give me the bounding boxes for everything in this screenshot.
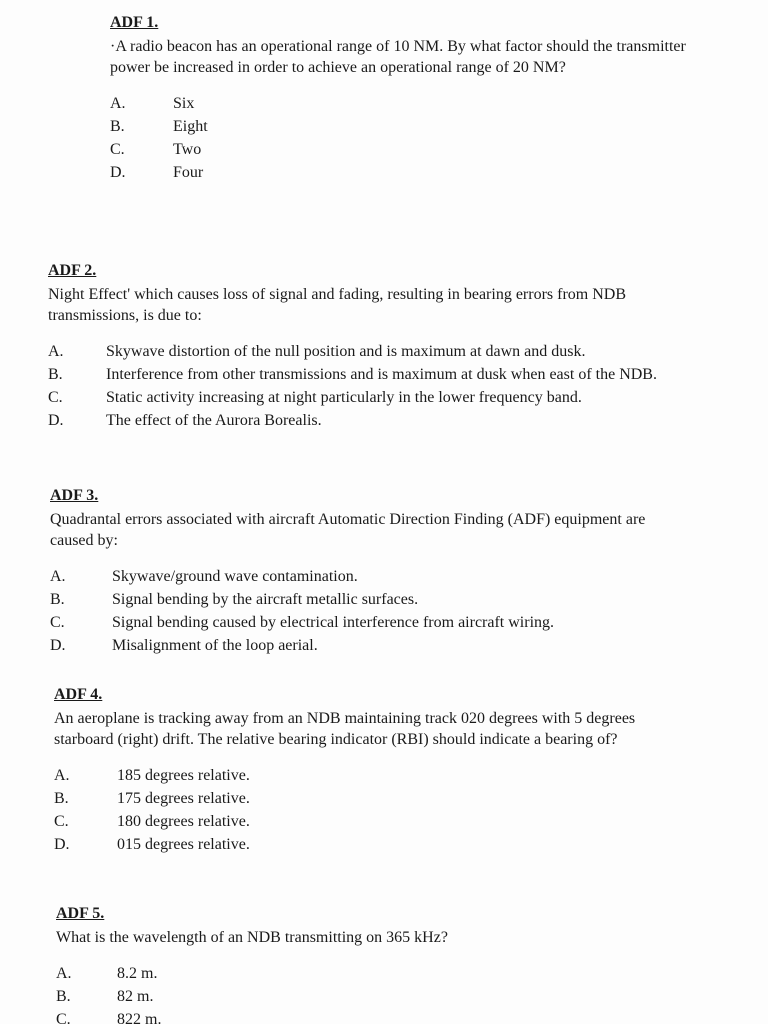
answer-option-a (110, 92, 710, 115)
answer-option-a (48, 340, 688, 363)
question-title: ADF 3. (50, 487, 99, 504)
option-text: Six (173, 95, 195, 112)
answer-option-c (110, 138, 710, 161)
answer-option-d (54, 833, 674, 856)
option-text: 175 degrees relative. (117, 790, 250, 807)
option-letter: C. (54, 813, 69, 830)
option-letter: A. (54, 767, 70, 784)
question-title: ADF 4. (54, 686, 103, 703)
option-letter: D. (110, 164, 126, 181)
question-adf-2 (48, 262, 688, 432)
option-letter: A. (48, 343, 64, 360)
answer-option-c (54, 810, 674, 833)
option-text: 180 degrees relative. (117, 813, 250, 830)
option-text: The effect of the Aurora Borealis. (106, 412, 322, 429)
question-adf-3 (50, 487, 690, 657)
option-letter: D. (54, 836, 70, 853)
option-text: 82 m. (117, 988, 154, 1005)
option-text: Skywave/ground wave contamination. (112, 568, 358, 585)
question-title: ADF 5. (56, 905, 105, 922)
option-text: 185 degrees relative. (117, 767, 250, 784)
option-letter: C. (50, 614, 65, 631)
answer-option-d (50, 634, 690, 657)
option-text: Static activity increasing at night particularly in the lower frequency band. (106, 389, 582, 406)
answer-option-b (110, 115, 710, 138)
question-title: ADF 1. (110, 14, 159, 31)
question-text: An aeroplane is tracking away from an NDB maintaining track 020 degrees with 5 degrees starboard (right) drift. The relative bearing indicator (RBI) should indicate a bearing of? (54, 710, 636, 748)
question-title: ADF 2. (48, 262, 97, 279)
answer-option-c (50, 611, 690, 634)
question-text: Quadrantal errors associated with aircraft Automatic Direction Finding (ADF) equipment are caused by: (50, 511, 646, 549)
answer-option-b (56, 985, 656, 1008)
question-text: What is the wavelength of an NDB transmitting on 365 kHz? (56, 929, 448, 946)
option-letter: B. (110, 118, 125, 135)
answer-options (54, 764, 674, 856)
answer-options (48, 340, 688, 432)
option-letter: A. (110, 95, 126, 112)
answer-option-b (50, 588, 690, 611)
option-letter: B. (48, 366, 63, 383)
option-letter: C. (110, 141, 125, 158)
option-text: Eight (173, 118, 208, 135)
answer-option-c (48, 386, 688, 409)
option-text: 015 degrees relative. (117, 836, 250, 853)
answer-option-a (56, 962, 656, 985)
question-adf-4 (54, 686, 674, 856)
answer-option-c (56, 1008, 656, 1031)
question-adf-1 (110, 14, 710, 184)
option-text: Two (173, 141, 202, 158)
question-text: ·A radio beacon has an operational range of 10 NM. By what factor should the transmitter power be increased in order to achieve an operational range of 20 NM? (110, 38, 686, 76)
answer-option-d (110, 161, 710, 184)
answer-options (56, 962, 656, 1031)
option-text: 822 m. (117, 1011, 162, 1028)
answer-option-b (48, 363, 688, 386)
option-letter: B. (54, 790, 69, 807)
option-letter: C. (56, 1011, 71, 1028)
answer-option-a (54, 764, 674, 787)
option-text: Interference from other transmissions and is maximum at dusk when east of the NDB. (106, 366, 657, 383)
answer-option-d (48, 409, 688, 432)
answer-options (110, 92, 710, 184)
option-text: Four (173, 164, 204, 181)
answer-option-b (54, 787, 674, 810)
option-letter: C. (48, 389, 63, 406)
option-letter: A. (50, 568, 66, 585)
option-text: Misalignment of the loop aerial. (112, 637, 318, 654)
option-text: Signal bending caused by electrical interference from aircraft wiring. (112, 614, 555, 631)
option-letter: A. (56, 965, 72, 982)
question-adf-5 (56, 905, 656, 1031)
answer-options (50, 565, 690, 657)
option-letter: D. (48, 412, 64, 429)
option-letter: D. (50, 637, 66, 654)
option-letter: B. (50, 591, 65, 608)
option-text: Skywave distortion of the null position and is maximum at dawn and dusk. (106, 343, 586, 360)
option-text: Signal bending by the aircraft metallic surfaces. (112, 591, 419, 608)
question-text: Night Effect' which causes loss of signal and fading, resulting in bearing errors from NDB transmissions, is due to: (48, 286, 627, 324)
option-letter: B. (56, 988, 71, 1005)
answer-option-a (50, 565, 690, 588)
option-text: 8.2 m. (117, 965, 158, 982)
